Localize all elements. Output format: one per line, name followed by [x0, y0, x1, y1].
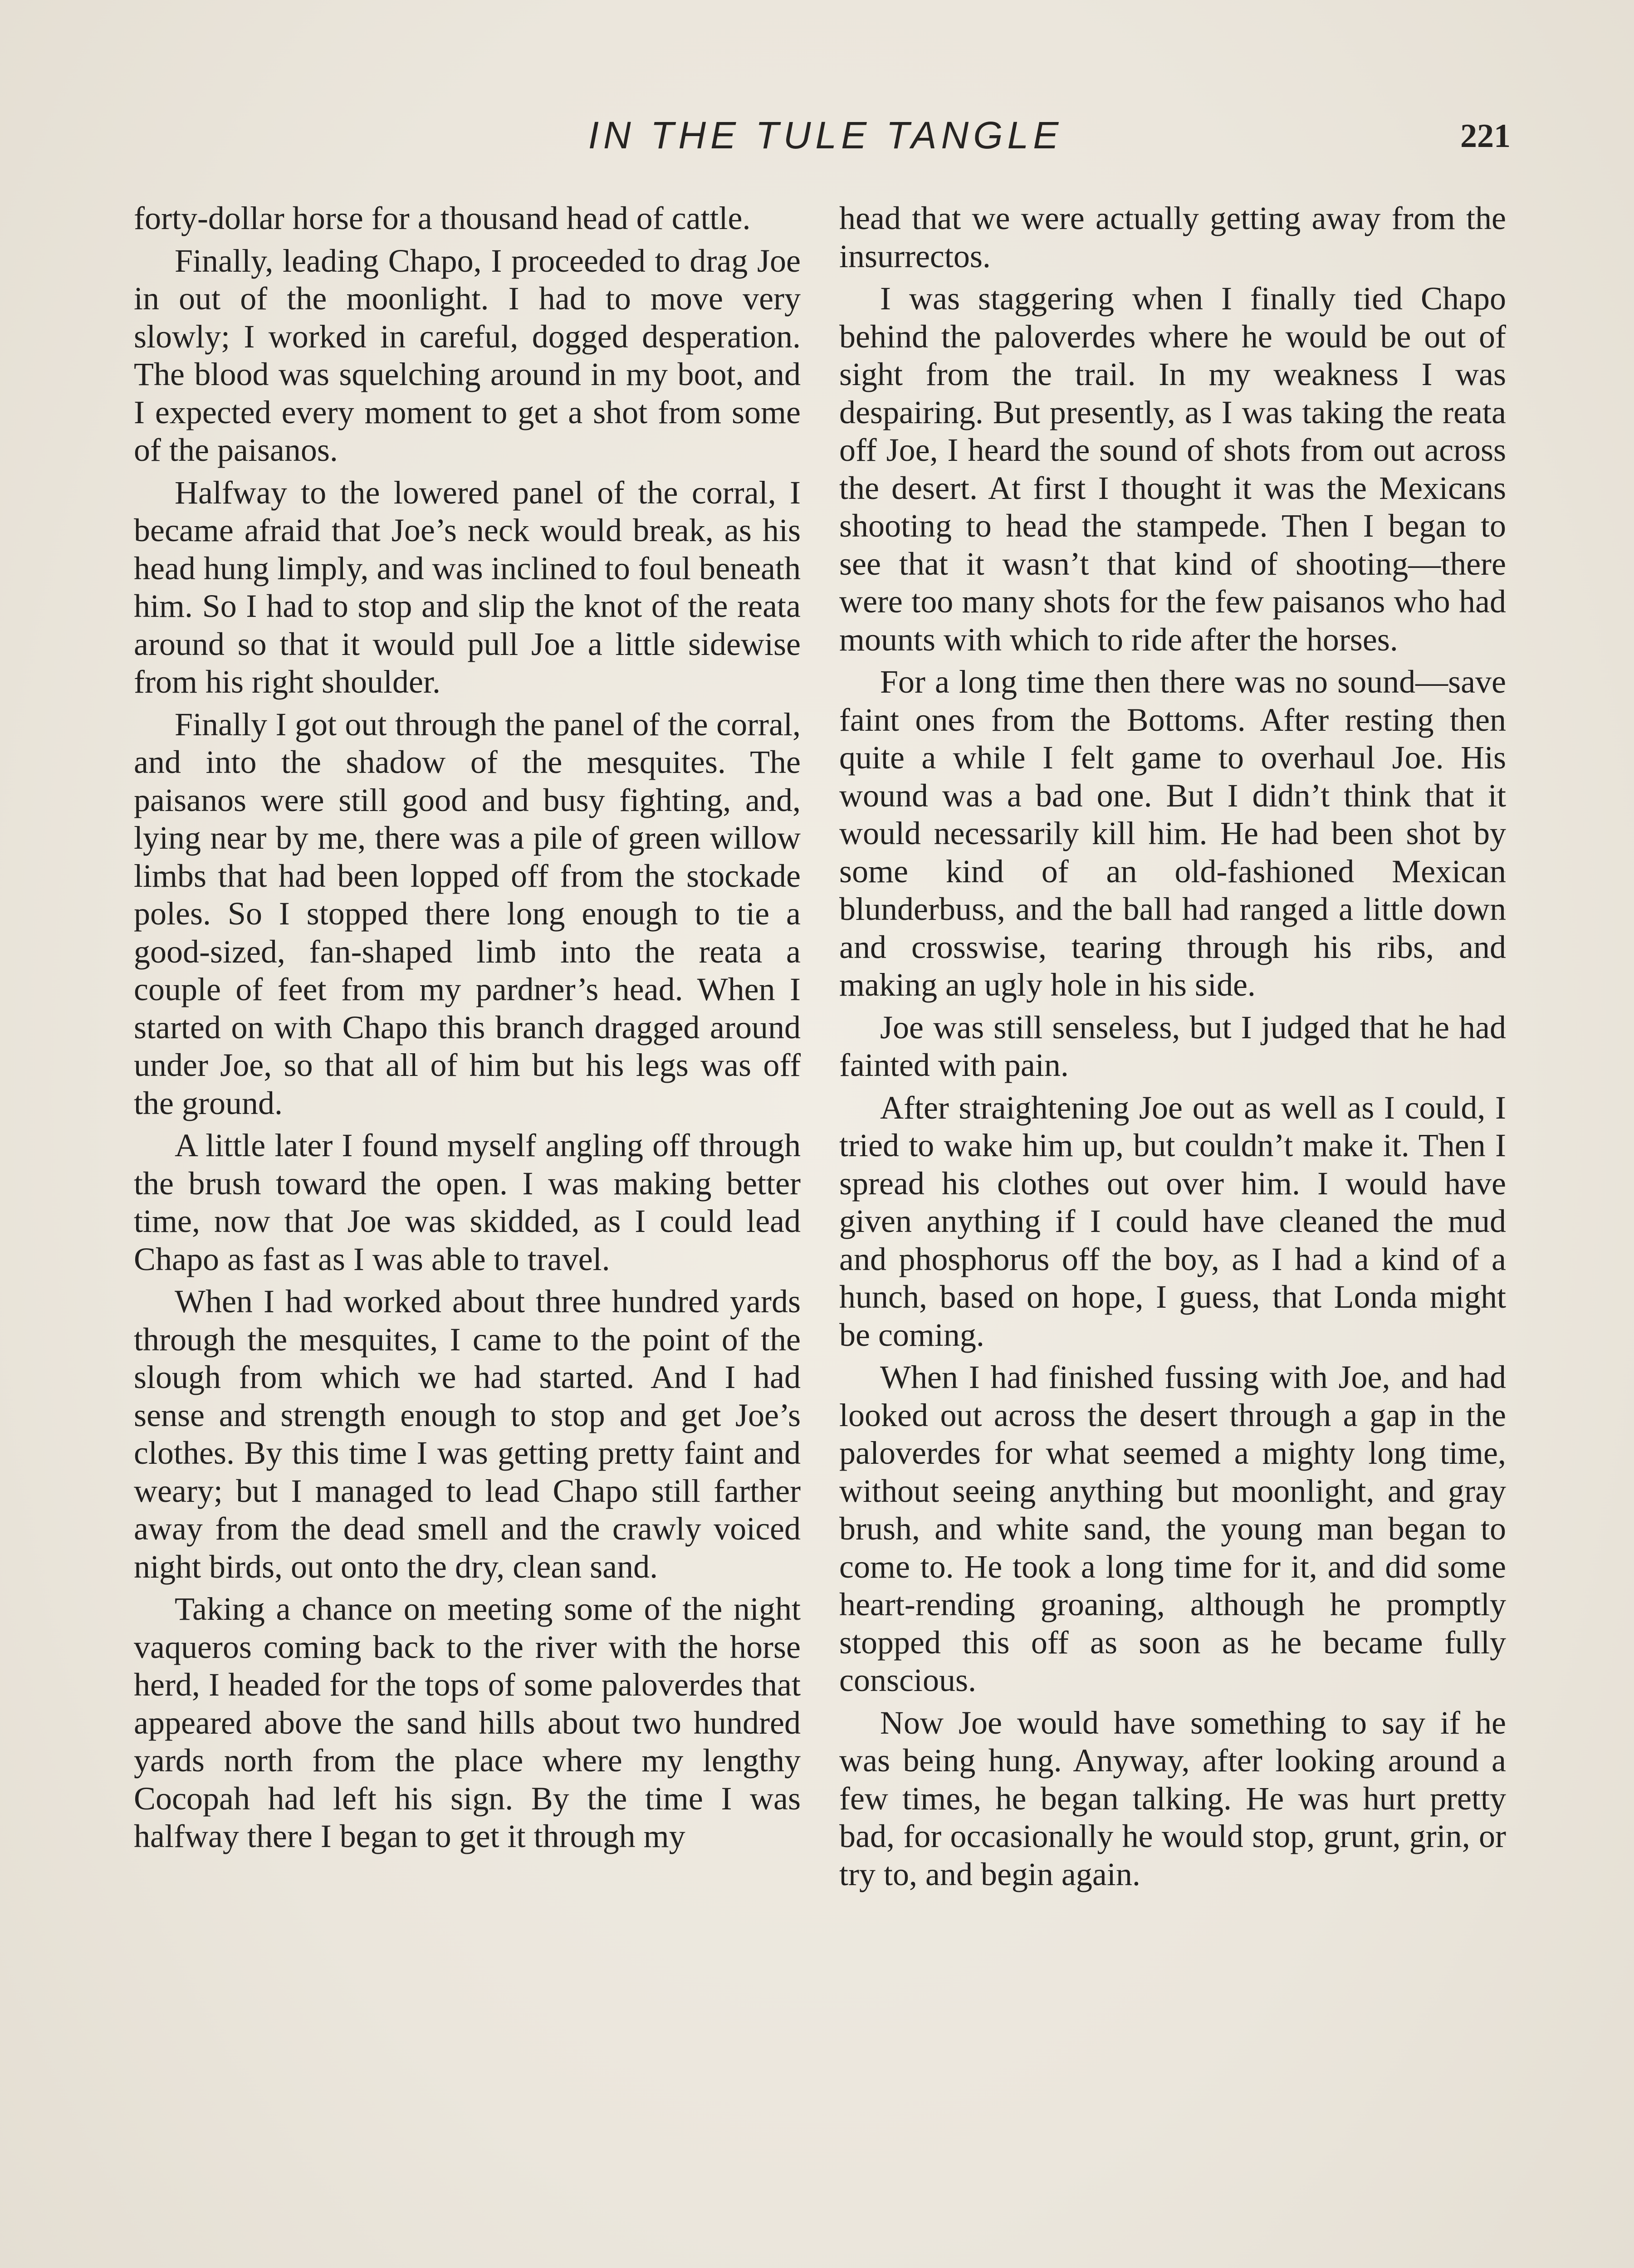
paragraph: Now Joe would have something to say if he was being hung. Anyway, after looking around a few times, he began talking. He was hurt pretty bad, for occasionally he would stop, grunt, grin, or try to, and begin again. [839, 1704, 1506, 1892]
paragraph: Halfway to the lowered panel of the corral, I became afraid that Joe’s neck would break, as his head hung limply, and was inclined to foul beneath him. So I had to stop and slip the knot of the reata around so that it would pull Joe a little sidewise from his right shoulder. [134, 474, 801, 700]
paragraph: I was staggering when I finally tied Chapo behind the paloverdes where he would be out of sight from the trail. In my weakness I was despairing. But presently, as I was taking the reata off Joe, I heard the sound of shots from out across the desert. At first I thought it was the Mexicans shooting to head the stampede. Then I began to see that it wasn’t that kind of shooting—there were too many shots for the few paisanos who had mounts with which to ride after the horses. [839, 280, 1506, 658]
paragraph: A little later I found myself angling off through the brush toward the open. I was making better time, now that Joe was skidded, as I could lead Chapo as fast as I was able to travel. [134, 1127, 801, 1277]
paragraph: Finally, leading Chapo, I proceeded to drag Joe in out of the moonlight. I had to move very slowly; I worked in careful, dogged desperation. The blood was squelching around in my boot, and I expected every moment to get a shot from some of the paisanos. [134, 242, 801, 468]
paragraph: head that we were actually getting away from the insurrectos. [839, 200, 1506, 274]
paragraph: When I had finished fussing with Joe, and had looked out across the desert through a gap in the paloverdes for what seemed a mighty long time, without seeing anything but moonlight, and gray brush, and white sand, the young man began to come to. He took a long time for it, and did some heart-rending groaning, although he promptly stopped this off as soon as he became fully conscious. [839, 1359, 1506, 1698]
paragraph: Joe was still senseless, but I judged that he had fainted with pain. [839, 1009, 1506, 1083]
paragraph: When I had worked about three hundred yards through the mesquites, I came to the point of the slough from which we had started. And I had sense and strength enough to stop and get Joe’s clothes. By this time I was getting pretty faint and weary; but I managed to lead Chapo still farther away from the dead smell and the crawly voiced night birds, out onto the dry, clean sand. [134, 1283, 801, 1585]
page-header [132, 113, 1520, 168]
paragraph: Finally I got out through the panel of the corral, and into the shadow of the mesquites. The paisanos were still good and busy fighting, and, lying near by me, there was a pile of green willow limbs that had been lopped off from the stockade poles. So I stopped there long enough to tie a good-sized, fan-shaped limb into the reata a couple of feet from my pardner’s head. When I started on with Chapo this branch dragged around under Joe, so that all of him but his legs was off the ground. [134, 706, 801, 1121]
paragraph: After straightening Joe out as well as I could, I tried to wake him up, but couldn’t make it. Then I spread his clothes out over him. I would have given anything if I could have cleaned the mud and phosphorus off the boy, as I had a kind of a hunch, based on hope, I guess, that Londa might be coming. [839, 1089, 1506, 1353]
running-title: IN THE TULE TANGLE [588, 114, 1063, 156]
left-column [134, 200, 801, 1860]
right-column [839, 200, 1506, 1898]
page-number: 221 [1460, 117, 1511, 155]
paragraph: For a long time then there was no sound—save faint ones from the Bottoms. After resting then quite a while I felt game to overhaul Joe. His wound was a bad one. But I didn’t think that it would necessarily kill him. He had been shot by some kind of an old-fashioned Mexican blunderbuss, and the ball had ranged a little down and crosswise, tearing through his ribs, and making an ugly hole in his side. [839, 664, 1506, 1003]
paragraph: forty-dollar horse for a thousand head of cattle. [134, 200, 751, 236]
paragraph: Taking a chance on meeting some of the night vaqueros coming back to the river with the horse herd, I headed for the tops of some paloverdes that appeared above the sand hills about two hundred yards north from the place where my lengthy Cocopah had left his sign. By the time I was halfway there I began to get it through my [134, 1591, 801, 1854]
